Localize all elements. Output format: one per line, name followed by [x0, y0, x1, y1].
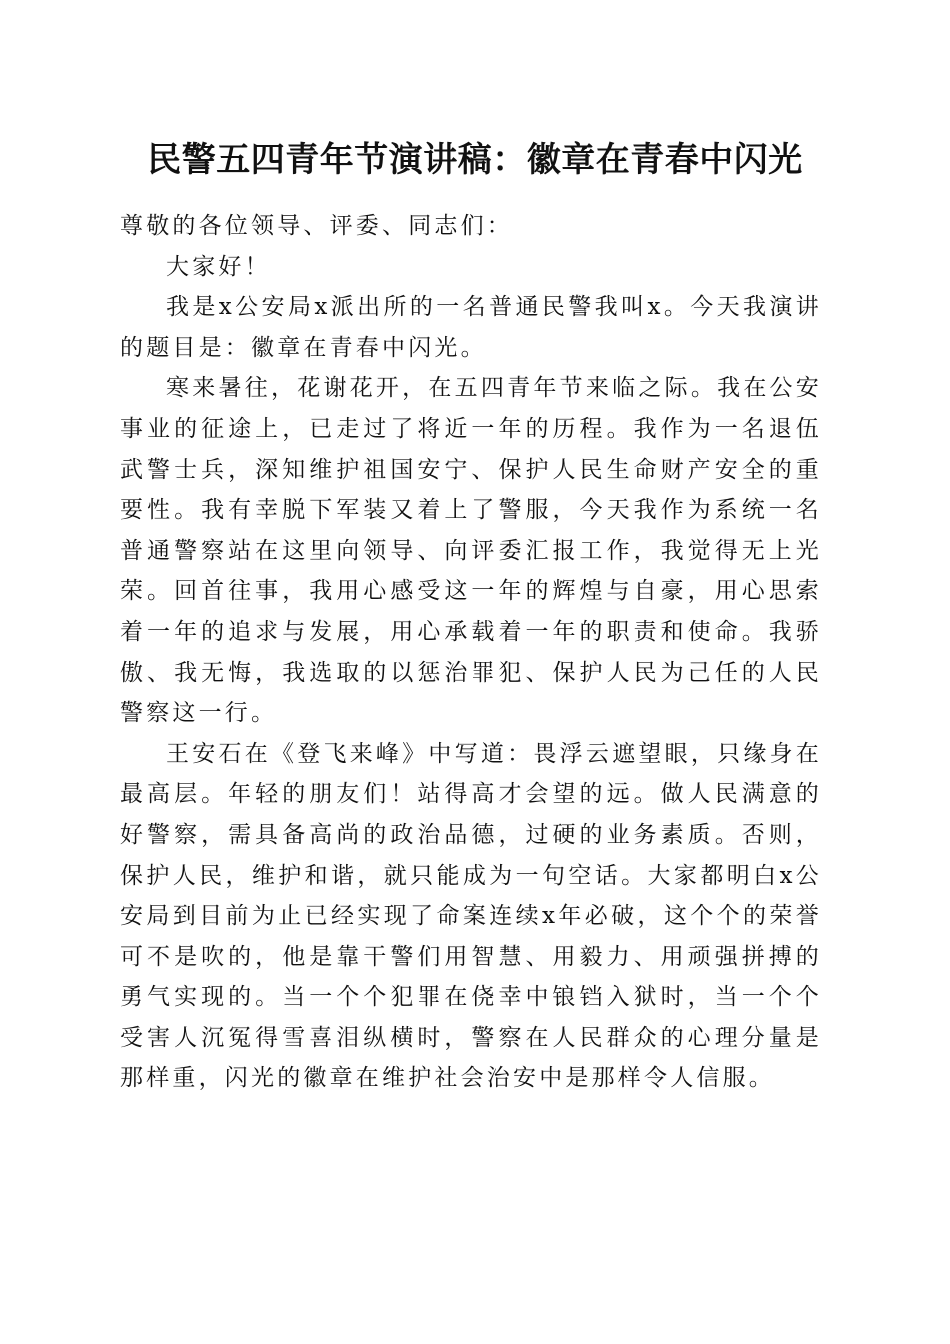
document-body	[120, 206, 822, 1099]
greeting: 大家好！	[166, 253, 271, 280]
paragraph-2: 寒来暑往，花谢花开，在五四青年节来临之际。我在公安事业的征途上，已走过了将近一年的历程。我作为一名退伍武警士兵，深知维护祖国安宁、保护人民生命财产安全的重要性。我有幸脱下军装又着上了警服，今天我作为系统一名普通警察站在这里向领导、向评委汇报工作，我觉得无上光荣。回首往事，我用心感受这一年的辉煌与自豪，用心思索着一年的追求与发展，用心承载着一年的职责和使命。我骄傲、我无悔，我选取的以惩治罪犯、保护人民为己任的人民警察这一行。	[120, 375, 822, 727]
paragraph-3: 王安石在《登飞来峰》中写道：畏浮云遮望眼，只缘身在最高层。年轻的朋友们！站得高才会望的远。做人民满意的好警察，需具备高尚的政治品德，过硬的业务素质。否则，保护人民，维护和谐，就只能成为一句空话。大家都明白x公安局到目前为止已经实现了命案连续x年必破，这个个的荣誉可不是吹的，他是靠干警们用智慧、用毅力、用顽强拼搏的勇气实现的。当一个个犯罪在侥幸中锒铛入狱时，当一个个受害人沉冤得雪喜泪纵横时，警察在人民群众的心理分量是那样重，闪光的徽章在维护社会治安中是那样令人信服。	[120, 740, 822, 1092]
salutation: 尊敬的各位领导、评委、同志们：	[120, 213, 513, 239]
document-title: 民警五四青年节演讲稿：徽章在青春中闪光	[147, 140, 803, 180]
paragraph-1: 我是x公安局x派出所的一名普通民警我叫x。今天我演讲的题目是：徽章在青春中闪光。	[120, 294, 822, 361]
